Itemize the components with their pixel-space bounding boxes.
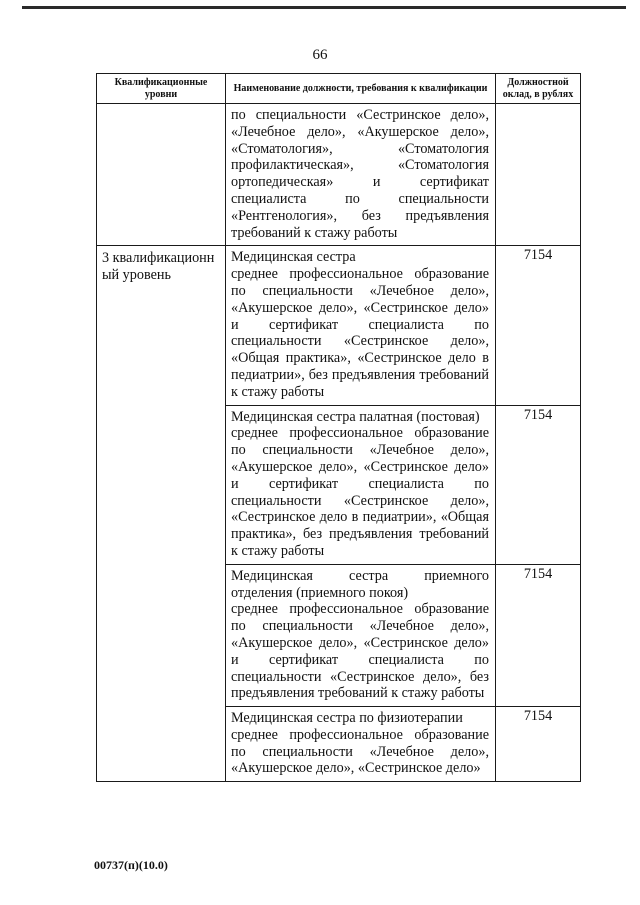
position-cell [226, 405, 496, 564]
salary-value: 7154 [496, 564, 581, 706]
position-cell [226, 246, 496, 405]
header-position: Наименование должности, требования к квалификации [226, 74, 496, 104]
position-title: Медицинская сестра [231, 249, 356, 266]
position-title: Медицинская сестра по физиотерапии [231, 710, 463, 727]
table-row-continuation [97, 104, 581, 246]
top-rule [22, 6, 626, 9]
position-requirements: среднее профессиональное образование по специальности «Лечебное дело», «Акушерское дело», «Сестринское дело» и сертификат специалиста по специальности «Сестринское дело», «Общая практика», «Сестринское дело в педиатрии», без предъявления требований к стажу работы [231, 266, 489, 400]
empty-salary-cell [496, 104, 581, 246]
table-row [97, 246, 581, 405]
position-cell [226, 707, 496, 782]
salary-value: 7154 [496, 707, 581, 782]
qualification-level: 3 квалификационный уровень [97, 246, 226, 782]
header-level: Квалификационные уровни [97, 74, 226, 104]
continuation-text: по специальности «Сестринское дело», «Лечебное дело», «Акушерское дело», «Стоматология», «Стоматология профилактическая», «Стоматология ортопедическая» и сертификат специалиста по специальности «Рентгенология», без предъявления требований к стажу работы [226, 104, 496, 246]
position-cell [226, 564, 496, 706]
document-code: 00737(п)(10.0) [94, 858, 168, 872]
qualification-table [96, 73, 581, 782]
table-header-row [97, 74, 581, 104]
position-requirements: среднее профессиональное образование по специальности «Лечебное дело», «Акушерское дело», «Сестринское дело» и сертификат специалиста по специальности «Сестринское дело», «Сестринское дело в педиатрии», «Общая практика», без предъявления требований к стажу работы [231, 425, 489, 559]
empty-level-cell [97, 104, 226, 246]
header-salary: Должностной оклад, в рублях [496, 74, 581, 104]
position-title: Медицинская сестра палатная (постовая) [231, 408, 480, 425]
salary-value: 7154 [496, 405, 581, 564]
salary-value: 7154 [496, 246, 581, 405]
position-requirements: среднее профессиональное образование по специальности «Лечебное дело», «Акушерское дело», «Сестринское дело» и сертификат специалиста по специальности «Сестринское дело», без предъявления требований к стажу работы [231, 601, 489, 702]
position-title: Медицинская сестра приемного отделения (приемного покоя) [231, 567, 489, 601]
page-number: 66 [312, 47, 328, 63]
position-requirements: среднее профессиональное образование по специальности «Лечебное дело», «Акушерское дело», «Сестринское дело» [231, 726, 489, 777]
